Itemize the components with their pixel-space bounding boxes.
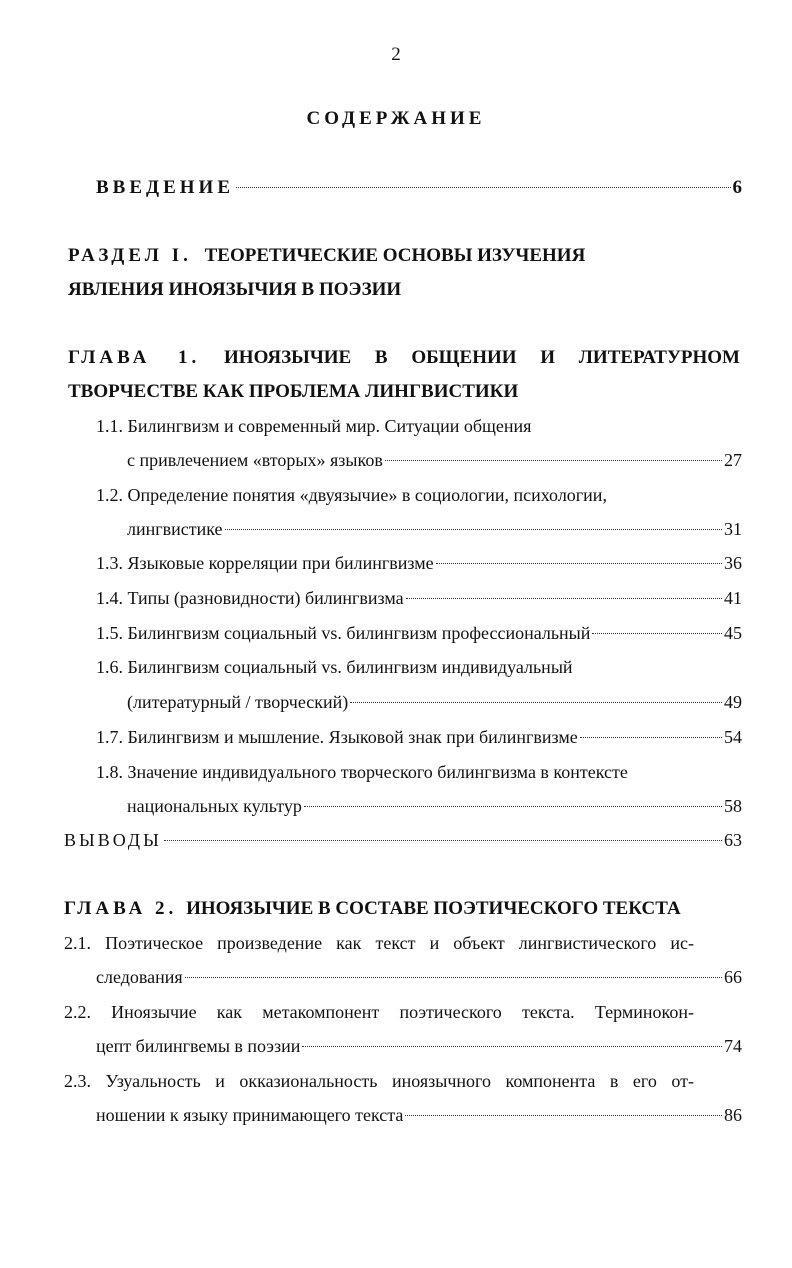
toc-entry-label: ВВЕДЕНИЕ bbox=[96, 177, 234, 198]
dot-leader bbox=[406, 598, 722, 599]
dot-leader bbox=[185, 977, 722, 978]
dot-leader bbox=[302, 1046, 722, 1047]
toc-entry-page: 63 bbox=[724, 830, 742, 850]
toc-entry-2-2[interactable] bbox=[96, 1029, 742, 1063]
toc-entry-1-3[interactable] bbox=[96, 546, 742, 580]
toc-entry-1-2[interactable] bbox=[127, 512, 742, 546]
toc-entry-label: 1.7. Билингвизм и мышление. Языковой знак при билингвизме bbox=[96, 727, 578, 747]
dot-leader bbox=[385, 460, 722, 461]
toc-entry-label: следования bbox=[96, 967, 183, 987]
toc-entry-1-8-line1[interactable]: 1.8. Значение индивидуального творческого билингвизма в контексте bbox=[96, 762, 628, 782]
section-heading-line2: ЯВЛЕНИЯ ИНОЯЗЫЧИЯ В ПОЭЗИИ bbox=[68, 279, 402, 300]
toc-entry-2-3-line1[interactable]: 2.3. Узуальность и окказиональность иноязычного компонента в его от- bbox=[64, 1071, 694, 1091]
toc-entry-label: 1.4. Типы (разновидности) билингвизма bbox=[96, 588, 404, 608]
toc-entry-page: 58 bbox=[724, 796, 742, 816]
toc-entry-2-2-line1[interactable]: 2.2. Иноязычие как метакомпонент поэтического текста. Терминокон- bbox=[64, 1002, 694, 1022]
dot-leader bbox=[580, 737, 722, 738]
toc-entry-1-7[interactable] bbox=[96, 720, 742, 754]
toc-entry-label: ношении к языку принимающего текста bbox=[96, 1105, 404, 1125]
toc-entry-label: 1.5. Билингвизм социальный vs. билингвизм профессиональный bbox=[96, 623, 591, 643]
toc-entry-1-6[interactable] bbox=[127, 685, 742, 719]
toc-entry-1-6-line1[interactable]: 1.6. Билингвизм социальный vs. билингвизм индивидуальный bbox=[96, 657, 573, 677]
toc-entry-1-1-line1[interactable]: 1.1. Билингвизм и современный мир. Ситуации общения bbox=[96, 416, 532, 436]
toc-entry-page: 49 bbox=[724, 692, 742, 712]
toc-entry-2-3[interactable] bbox=[96, 1098, 742, 1132]
toc-entry-page: 74 bbox=[724, 1036, 742, 1056]
toc-entry-page: 27 bbox=[724, 450, 742, 470]
chapter1-heading-line2: ТВОРЧЕСТВЕ КАК ПРОБЛЕМА ЛИНГВИСТИКИ bbox=[68, 381, 519, 402]
toc-entry-page: 54 bbox=[724, 727, 742, 747]
dot-leader bbox=[350, 702, 722, 703]
toc-entry-1-5[interactable] bbox=[96, 616, 742, 650]
toc-entry-page: 41 bbox=[724, 588, 742, 608]
toc-entry-label: лингвистике bbox=[127, 519, 223, 539]
toc-entry-page: 36 bbox=[724, 553, 742, 573]
page-number: 2 bbox=[391, 44, 401, 65]
toc-entry-page: 86 bbox=[724, 1105, 742, 1125]
section-prefix: РАЗДЕЛ I. bbox=[68, 245, 192, 266]
chapter-prefix: ГЛАВА 2. bbox=[64, 898, 178, 919]
chapter-prefix: ГЛАВА 1. bbox=[68, 347, 201, 368]
toc-entry-page: 66 bbox=[724, 967, 742, 987]
dot-leader bbox=[592, 633, 722, 634]
dot-leader bbox=[236, 187, 731, 188]
toc-entry-label: 1.3. Языковые корреляции при билингвизме bbox=[96, 553, 434, 573]
toc-entry-page: 31 bbox=[724, 519, 742, 539]
toc-entry-label: (литературный / творческий) bbox=[127, 692, 349, 712]
chapter1-heading-line1 bbox=[68, 341, 740, 375]
toc-entry-2-1[interactable] bbox=[96, 960, 742, 994]
toc-entry-2-1-line1[interactable]: 2.1. Поэтическое произведение как текст и объект лингвистического ис- bbox=[64, 933, 694, 953]
dot-leader bbox=[304, 806, 722, 807]
toc-entry-page: 45 bbox=[724, 623, 742, 643]
chapter-title: ИНОЯЗЫЧИЕ В СОСТАВЕ ПОЭТИЧЕСКОГО ТЕКСТА bbox=[186, 898, 681, 919]
toc-entry-conclusions[interactable] bbox=[64, 823, 742, 857]
toc-entry-1-8[interactable] bbox=[127, 789, 742, 823]
toc-entry-page: 6 bbox=[732, 177, 742, 198]
dot-leader bbox=[225, 529, 722, 530]
toc-entry-1-1[interactable] bbox=[127, 443, 742, 477]
toc-entry-1-4[interactable] bbox=[96, 581, 742, 615]
toc-entry-1-2-line1[interactable]: 1.2. Определение понятия «двуязычие» в социологии, психологии, bbox=[96, 485, 607, 505]
toc-entry-label: цепт билингвемы в поэзии bbox=[96, 1036, 301, 1056]
toc-title: СОДЕРЖАНИЕ bbox=[306, 108, 486, 129]
dot-leader bbox=[164, 840, 722, 841]
toc-entry-intro[interactable] bbox=[96, 171, 742, 205]
toc-entry-label: ВЫВОДЫ bbox=[64, 830, 162, 850]
toc-entry-label: национальных культур bbox=[127, 796, 302, 816]
dot-leader bbox=[436, 563, 722, 564]
dot-leader bbox=[405, 1115, 722, 1116]
toc-entry-label: с привлечением «вторых» языков bbox=[127, 450, 383, 470]
chapter2-heading bbox=[64, 892, 681, 926]
section-heading-line1 bbox=[68, 239, 585, 273]
section-title: ТЕОРЕТИЧЕСКИЕ ОСНОВЫ ИЗУЧЕНИЯ bbox=[204, 245, 586, 266]
chapter-title: ИНОЯЗЫЧИЕ В ОБЩЕНИИ И ЛИТЕРАТУРНОМ bbox=[224, 347, 740, 368]
